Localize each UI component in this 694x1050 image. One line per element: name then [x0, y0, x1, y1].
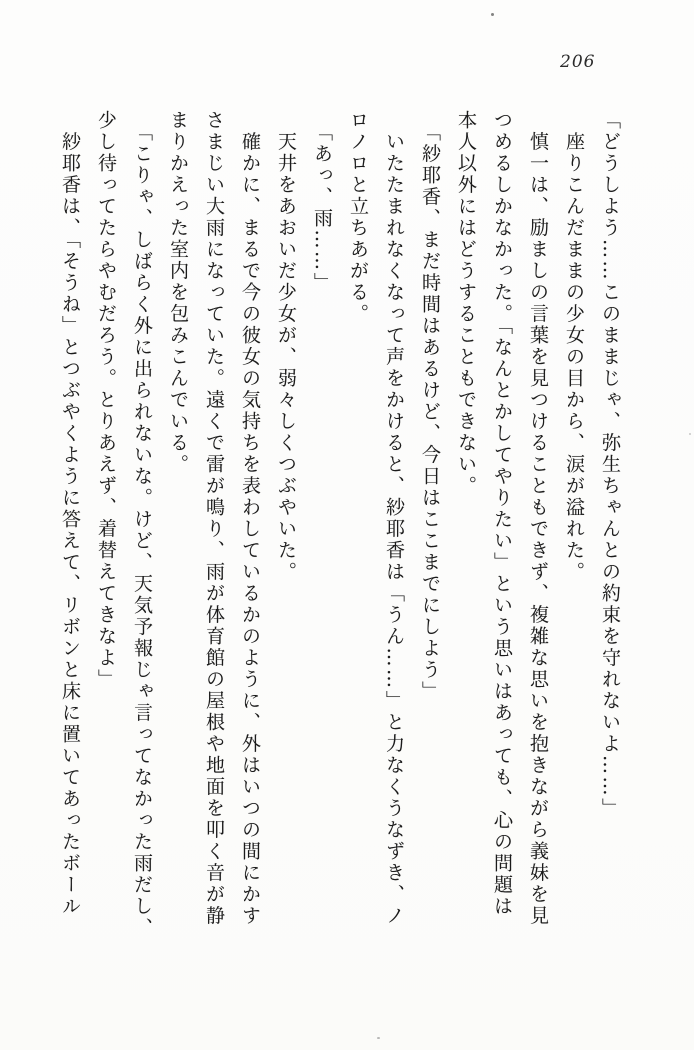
text-line-6: 「紗耶香、まだ時間はあるけど、今日はここまでにしよう」: [419, 110, 441, 703]
scan-speck-top: [491, 13, 494, 16]
text-line-13: まりかえった室内を包みこんでいる。: [167, 110, 189, 476]
text-line-4: つめるしかなかった。「なんとかしてやりたい」という思いはあっても、心の問題は: [491, 110, 513, 918]
text-line-11: 確かに、まるで今の彼女の気持ちを表わしているかのように、外はいつの間にかす: [239, 110, 261, 927]
text-line-12: さまじい大雨になっていた。遠くで雷が鳴り、雨が体育館の屋根や地面を叩く音が静: [203, 110, 225, 927]
text-line-2: 座りこんだままの少女の目から、涙が溢れた。: [563, 110, 585, 583]
page-text-block: [52, 110, 628, 962]
text-line-10: 天井をあおいだ少女が、弱々しくつぶやいた。: [275, 110, 297, 583]
text-line-3: 慎一は、励ましの言葉を見つけることもできず、複雑な思いを抱きながら義妹を見: [527, 110, 549, 927]
text-line-8: ロノロと立ちあがる。: [347, 110, 369, 325]
text-line-1: 「どうしよう……このままじゃ、弥生ちゃんとの約束を守れないよ……」: [599, 110, 621, 820]
scan-speck-right: [689, 433, 691, 435]
text-line-14: 「こりゃ、しばらく外に出られないな。けど、天気予報じゃ言ってなかった雨だし、: [131, 110, 153, 939]
text-line-9: 「あっ、雨……」: [311, 110, 333, 294]
scan-speck-bottom: [377, 1037, 380, 1039]
text-line-7: いたたまれなくなって声をかけると、紗耶香は「うん……」と力なくうなずき、ノ: [383, 110, 405, 927]
text-line-15: 少し待ってたらやむだろう。とりあえず、着替えてきなよ」: [95, 110, 117, 691]
text-line-5: 本人以外にはどうすることもできない。: [455, 110, 477, 497]
text-line-16: 紗耶香は、「そうね」とつぶやくように答えて、リボンと床に置いてあったボール: [59, 110, 81, 918]
page-number: 206: [560, 52, 596, 72]
